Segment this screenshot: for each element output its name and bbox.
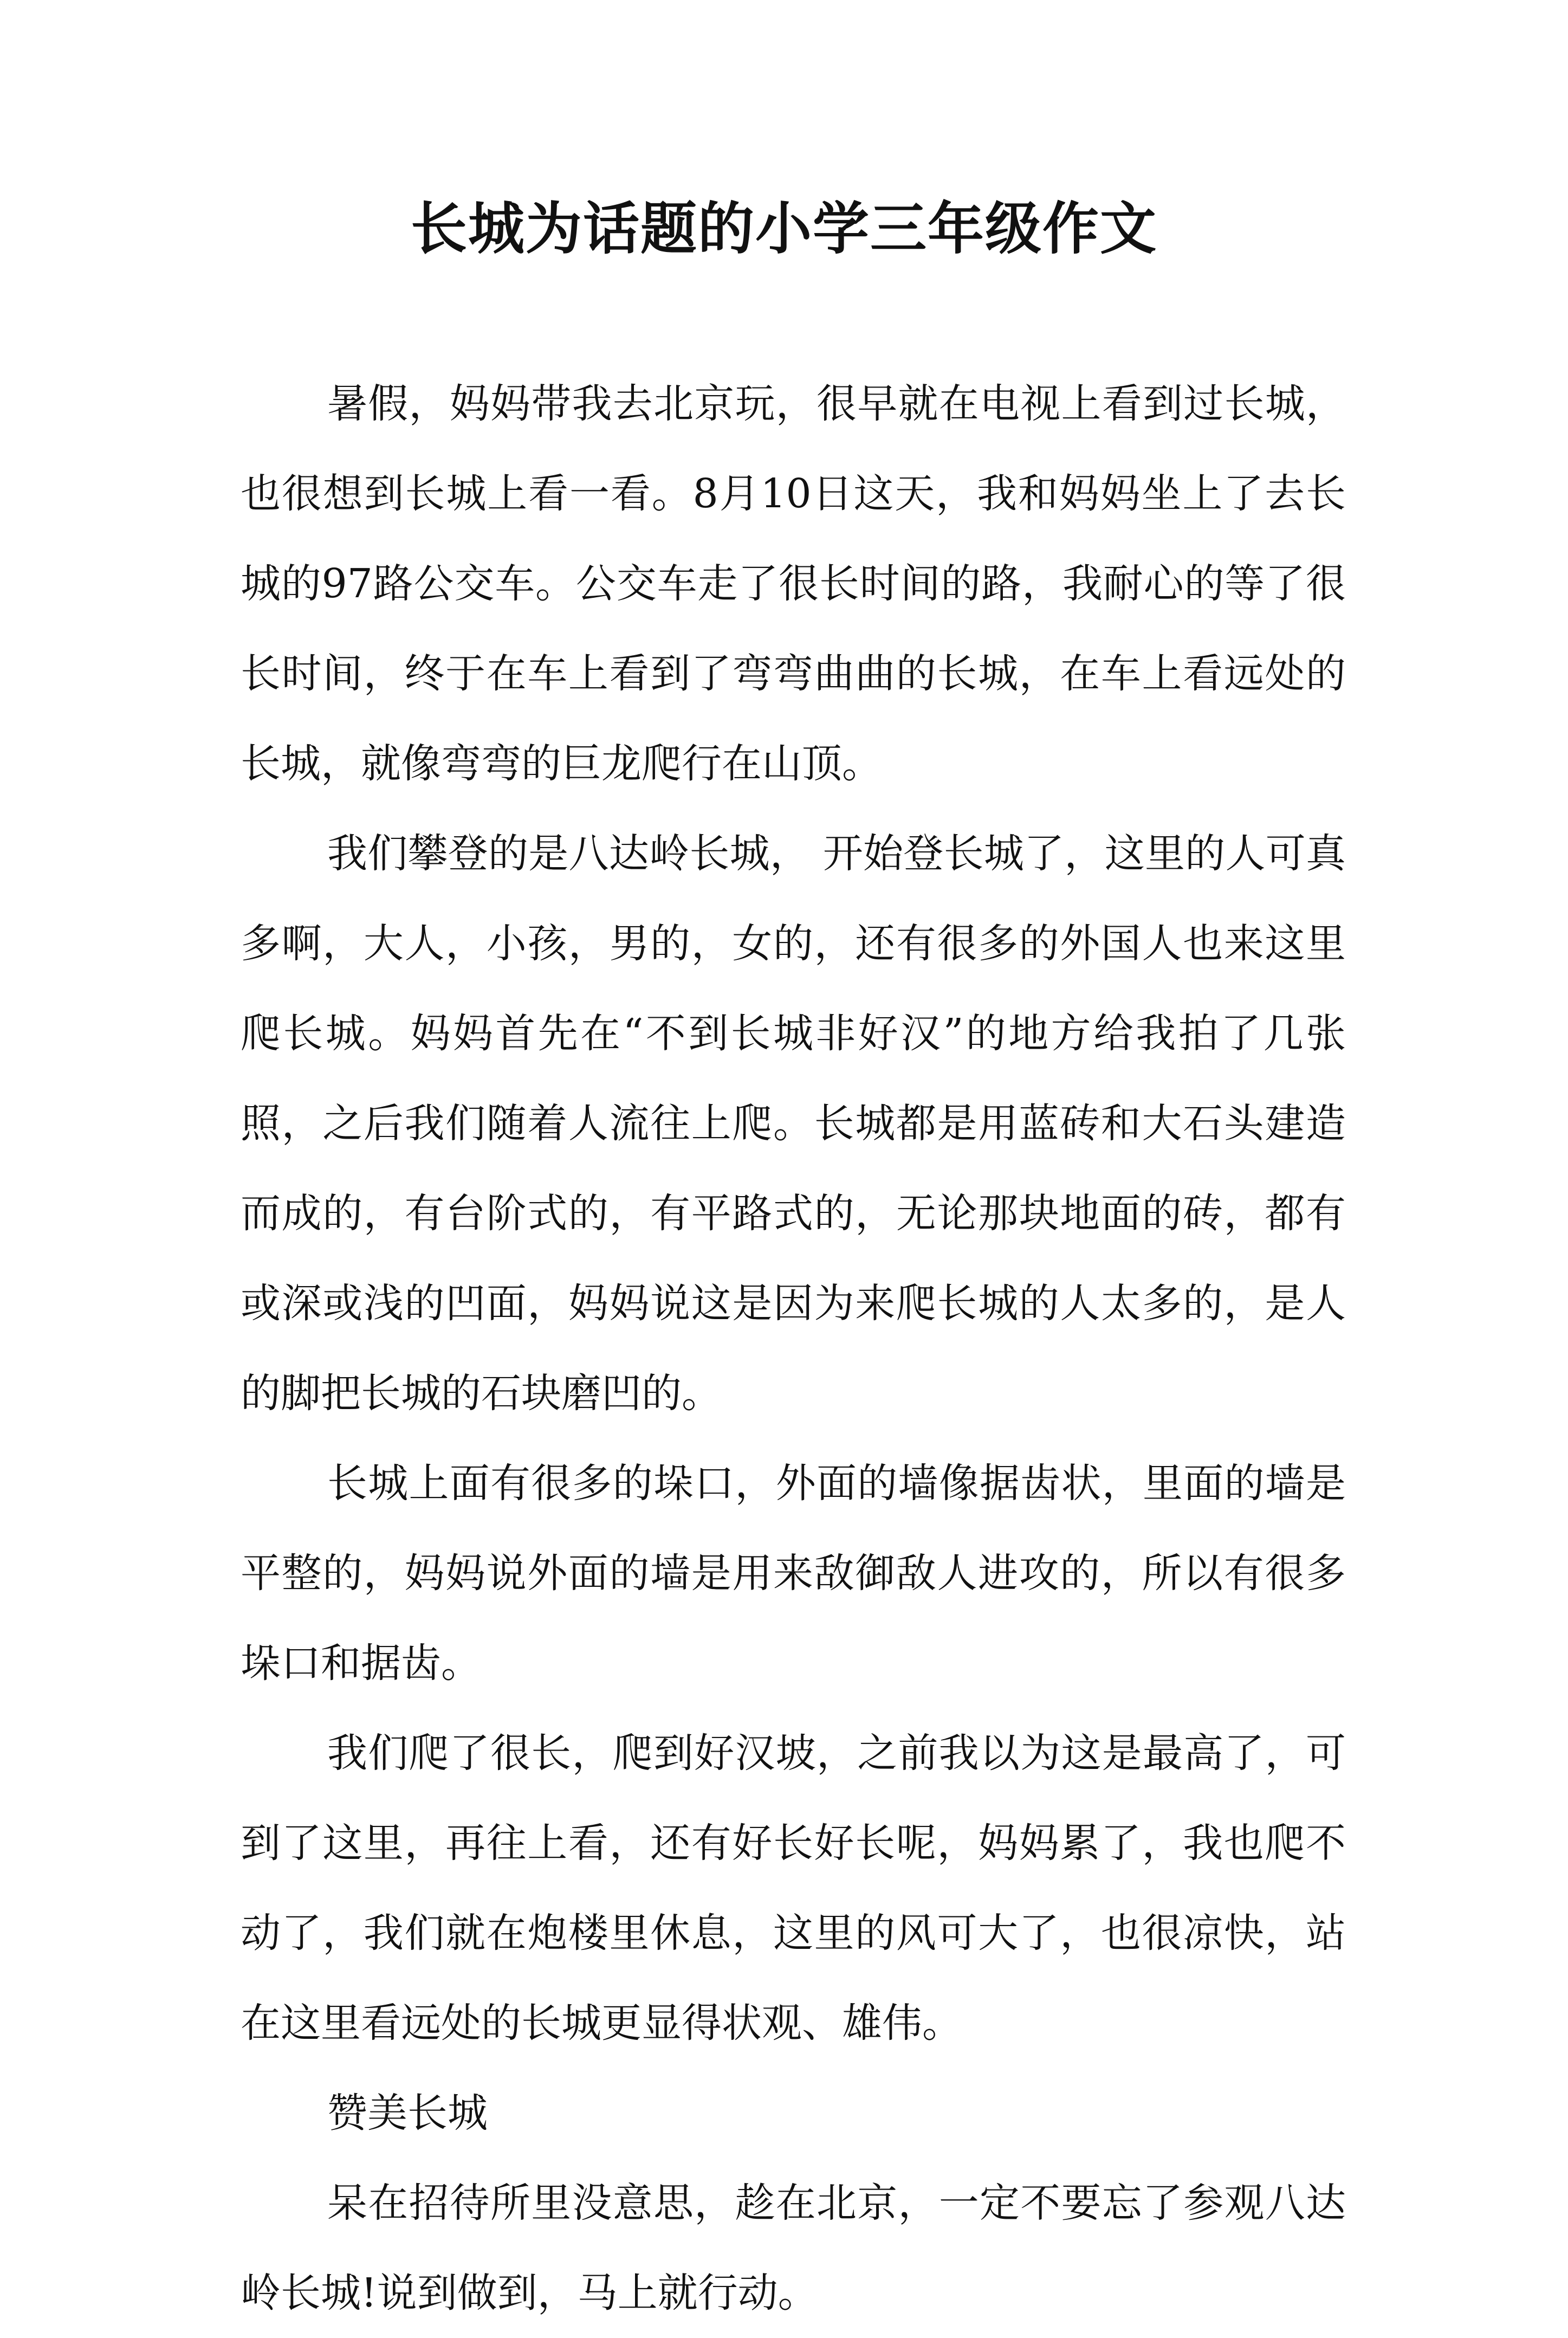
paragraph-3: 长城上面有很多的垛口，外面的墙像据齿状，里面的墙是平整的，妈妈说外面的墙是用来敌御敌人进攻的，所以有很多垛口和据齿。: [241, 1460, 1346, 1687]
paragraph-2: 我们攀登的是八达岭长城， 开始登长城了，这里的人可真多啊，大人，小孩，男的，女的，还有很多的外国人也来这里爬长城。妈妈首先在“不到长城非好汉”的地方给我拍了几张照，之后我们随着人流往上爬。长城都是用蓝砖和大石头建造而成的，有台阶式的，有平路式的，无论那块地面的砖，都有或深或浅的凹面，妈妈说这是因为来爬长城的人太多的，是人的脚把长城的石块磨凹的。: [241, 830, 1346, 1417]
document-title: 长城为话题的小学三年级作文: [410, 195, 1157, 262]
paragraph-6: 呆在招待所里没意思，趁在北京，一定不要忘了参观八达岭长城!说到做到，马上就行动。: [241, 2180, 1346, 2316]
paragraph-5-heading: 赞美长城: [327, 2090, 488, 2136]
paragraph-4: 我们爬了很长，爬到好汉坡，之前我以为这是最高了，可到了这里，再往上看，还有好长好长呢，妈妈累了，我也爬不动了，我们就在炮楼里休息，这里的风可大了，也很凉快，站在这里看远处的长城更显得状观、雄伟。: [241, 1730, 1346, 2046]
document-body: [241, 359, 1346, 2338]
paragraph-1: 暑假，妈妈带我去北京玩，很早就在电视上看到过长城，也很想到长城上看一看。8月10日这天，我和妈妈坐上了去长城的97路公交车。公交车走了很长时间的路，我耐心的等了很长时间，终于在车上看到了弯弯曲曲的长城，在车上看远处的长城，就像弯弯的巨龙爬行在山顶。: [241, 380, 1346, 787]
